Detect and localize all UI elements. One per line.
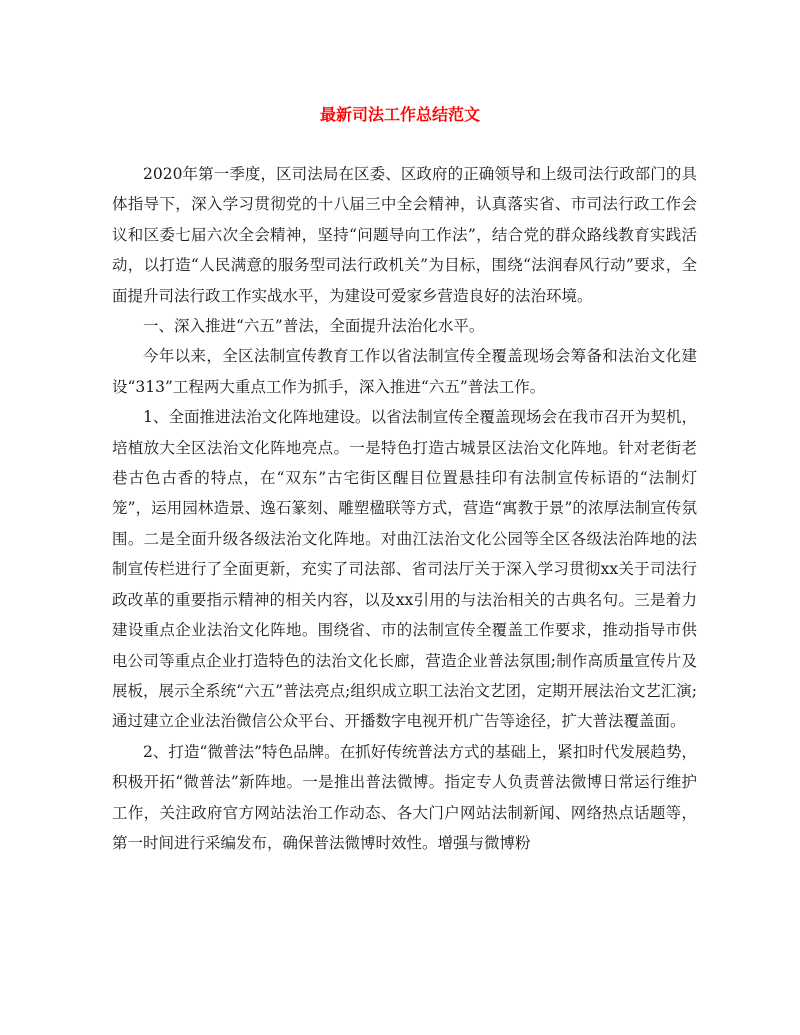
paragraph-section-1-summary: 今年以来，全区法制宣传教育工作以省法制宣传全覆盖现场会筹备和法治文化建设“313”工程两大重点工作为抓手，深入推进“六五”普法工作。: [112, 347, 697, 396]
paragraph-intro: 2020年第一季度，区司法局在区委、区政府的正确领导和上级司法行政部门的具体指导下，深入学习贯彻党的十八届三中全会精神，认真落实省、市司法行政工作会议和区委七届六次全会精神，坚持“问题导向工作法”，结合党的群众路线教育实践活动，以打造“人民满意的服务型司法行政机关”为目标，围绕“法润春风行动”要求，全面提升司法行政工作实战水平，为建设可爱家乡营造良好的法治环境。: [112, 165, 697, 305]
paragraph-item-2: 2、打造“微普法”特色品牌。在抓好传统普法方式的基础上，紧扣时代发展趋势，积极开拓“微普法”新阵地。一是推出普法微博。指定专人负责普法微博日常运行维护工作，关注政府官方网站法治工作动态、各大门户网站法制新闻、网络热点话题等，第一时间进行采编发布，确保普法微博时效性。增强与微博粉: [112, 742, 697, 852]
document-body: [112, 159, 697, 858]
section-heading-1: 一、深入推进“六五”普法，全面提升法治化水平。: [143, 317, 485, 336]
document-title: 最新司法工作总结范文: [319, 105, 480, 124]
paragraph-item-1: 1、全面推进法治文化阵地建设。以省法制宣传全覆盖现场会在我市召开为契机，培植放大全区法治文化阵地亮点。一是特色打造古城景区法治文化阵地。针对老街老巷古色古香的特点，在“双东”古宅街区醒目位置悬挂印有法制宣传标语的“法制灯笼”，运用园林造景、逸石篆刻、雕塑楹联等方式，营造“寓教于景”的浓厚法制宣传氛围。二是全面升级各级法治文化阵地。对曲江法治文化公园等全区各级法治阵地的法制宣传栏进行了全面更新，充实了司法部、省司法厅关于深入学习贯彻xx关于司法行政改革的重要指示精神的相关内容，以及xx引用的与法治相关的古典名句。三是着力建设重点企业法治文化阵地。围绕省、市的法制宣传全覆盖工作要求，推动指导市供电公司等重点企业打造特色的法治文化长廊，营造企业普法氛围;制作高质量宣传片及展板，展示全系统“六五”普法亮点;组织成立职工法治文艺团，定期开展法治文艺汇演;通过建立企业法治微信公众平台、开播数字电视开机广告等途径，扩大普法覆盖面。: [112, 408, 697, 731]
